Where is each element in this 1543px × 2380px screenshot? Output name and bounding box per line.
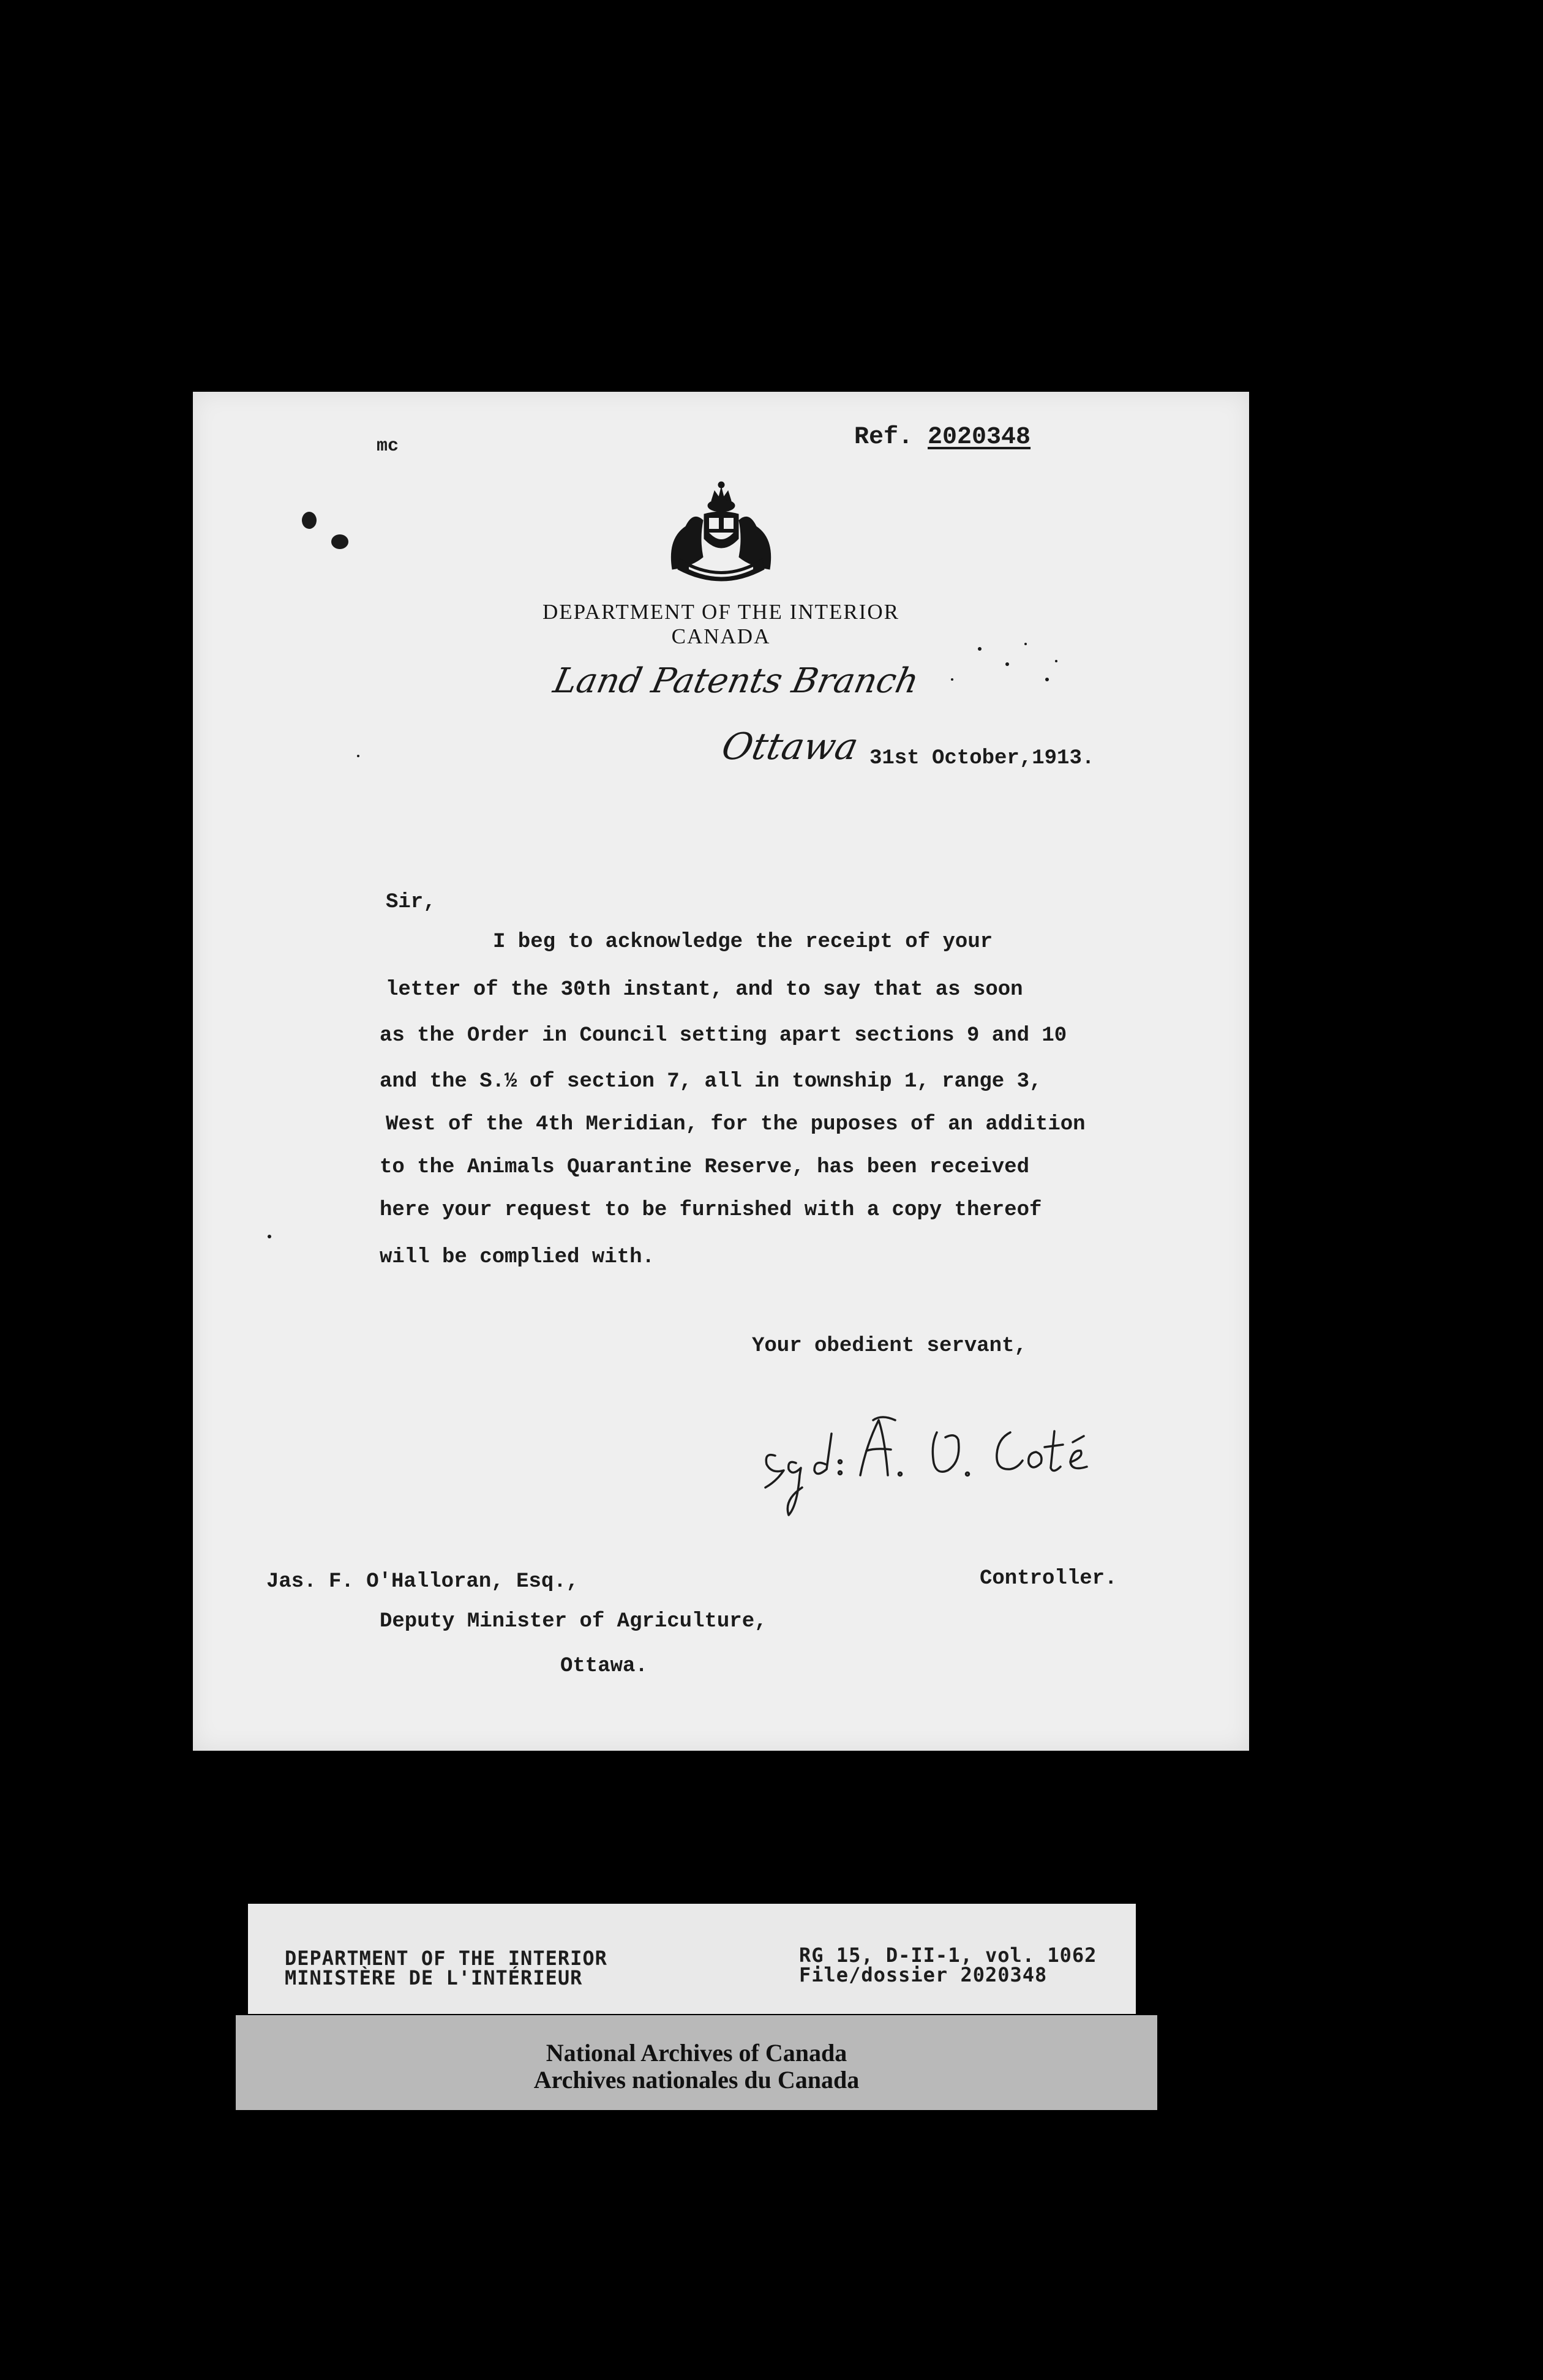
salutation: Sir, — [386, 891, 436, 914]
addressee-city: Ottawa. — [560, 1655, 648, 1678]
reference-value: 2020348 — [928, 424, 1031, 451]
reference-strip — [248, 1904, 1136, 2014]
archive-name-fr: Archives nationales du Canada — [533, 2066, 860, 2094]
body-line: West of the 4th Meridian, for the puposes of an addition — [386, 1113, 1086, 1136]
reference-number — [854, 424, 1031, 451]
body-line: will be complied with. — [380, 1246, 655, 1269]
coat-of-arms-emblem — [655, 477, 787, 588]
body-line: here your request to be furnished with a copy thereof — [380, 1199, 1042, 1222]
reference-label: Ref. — [854, 424, 914, 451]
handwritten-signature — [753, 1396, 1145, 1518]
body-line: to the Animals Quarantine Reserve, has been received — [380, 1156, 1029, 1179]
body-line: and the S.½ of section 7, all in township 1, range 3, — [380, 1070, 1042, 1093]
addressee-name: Jas. F. O'Halloran, Esq., — [266, 1570, 579, 1593]
letter-date: 31st October,1913. — [869, 747, 1095, 770]
signatory-title: Controller. — [980, 1567, 1117, 1590]
body-line: as the Order in Council setting apart sections 9 and 10 — [380, 1024, 1067, 1047]
body-line: letter of the 30th instant, and to say that as soon — [386, 978, 1023, 1001]
branch-heading: Land Patents Branch — [550, 661, 923, 701]
body-line: I beg to acknowledge the receipt of your — [493, 930, 993, 954]
closing: Your obedient servant, — [752, 1334, 1027, 1358]
department-en: DEPARTMENT OF THE INTERIOR — [285, 1947, 607, 1970]
addressee-position: Deputy Minister of Agriculture, — [380, 1610, 767, 1633]
archive-strip — [236, 2015, 1157, 2110]
record-group: RG 15, D-II-1, vol. 1062 — [799, 1944, 1097, 1967]
country-heading: CANADA — [671, 624, 771, 648]
typist-initials: mc — [377, 436, 399, 457]
place-name: Ottawa — [718, 725, 862, 768]
department-heading: DEPARTMENT OF THE INTERIOR — [542, 600, 900, 624]
file-number: File/dossier 2020348 — [799, 1963, 1048, 1986]
letter-page — [193, 392, 1249, 1751]
department-fr: MINISTÈRE DE L'INTÉRIEUR — [285, 1966, 583, 1989]
archive-name-en: National Archives of Canada — [546, 2039, 847, 2067]
